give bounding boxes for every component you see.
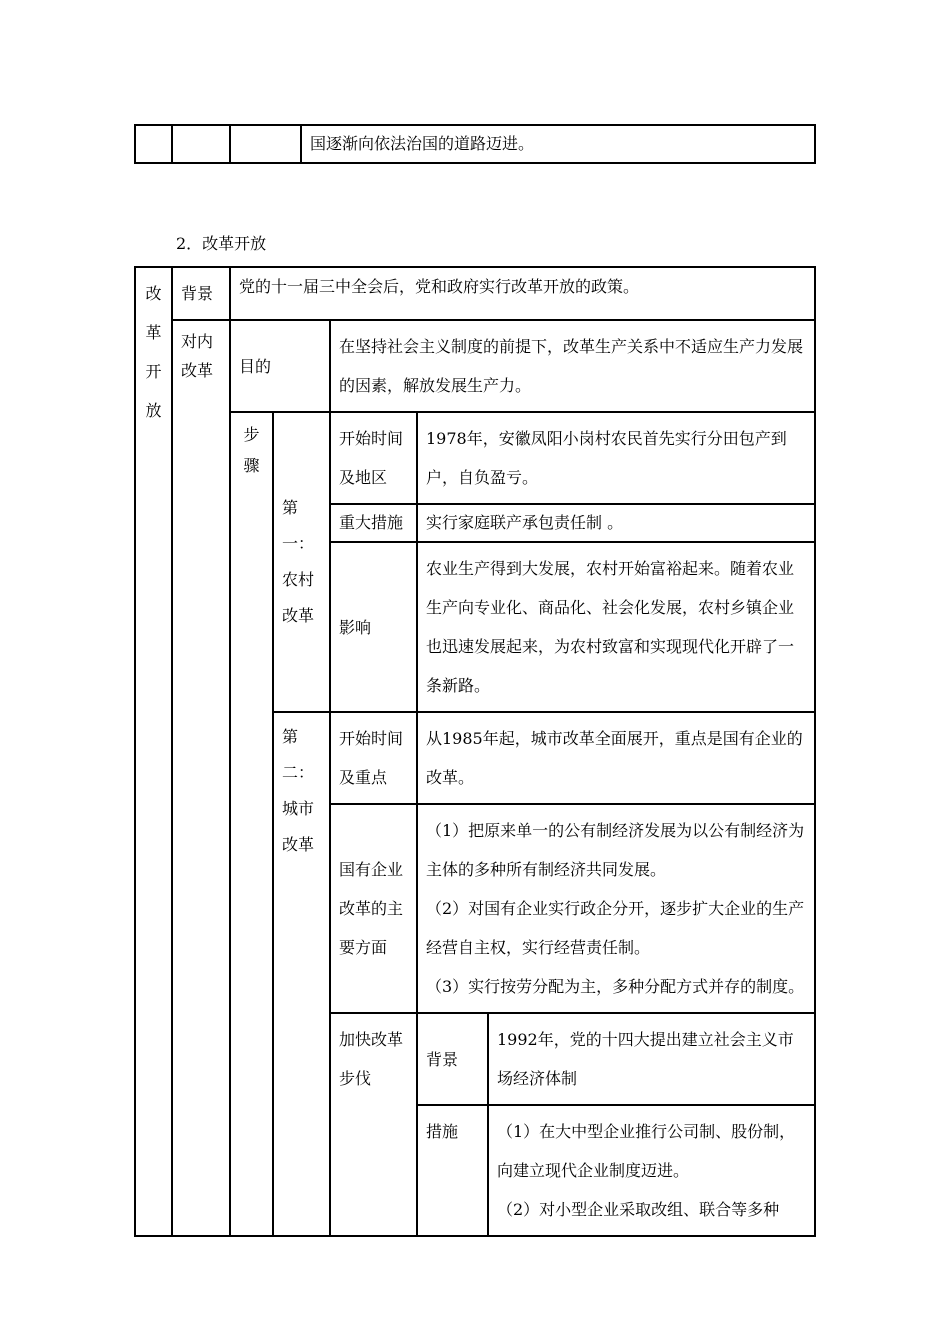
domestic-reform-label: 对内 改革 [172, 320, 230, 1236]
continued-table [134, 124, 816, 164]
step1-label: 第 一： 农村 改革 [273, 412, 330, 712]
purpose-label: 目的 [230, 320, 330, 412]
table-row [135, 267, 815, 320]
background-text: 党的十一届三中全会后，党和政府实行改革开放的政策。 [230, 267, 815, 320]
purpose-text: 在坚持社会主义制度的前提下，改革生产关系中不适应生产力发展的因素，解放发展生产力。 [330, 320, 815, 412]
reform-opening-label: 改 革 开 放 [135, 267, 172, 1236]
step1-start-text: 1978年，安徽凤阳小岗村农民首先实行分田包产到户，自负盈亏。 [417, 412, 815, 504]
step1-impact-label: 影响 [330, 542, 417, 712]
empty-cell [172, 125, 230, 163]
cell-text: 国逐渐向依法治国的道路迈进。 [301, 125, 815, 163]
list-item: （1）在大中型企业推行公司制、股份制，向建立现代企业制度迈进。 [497, 1122, 796, 1180]
acc-background-text: 1992年，党的十四大提出建立社会主义市场经济体制 [488, 1013, 815, 1105]
empty-cell [230, 125, 301, 163]
acc-measures-label: 措施 [417, 1105, 488, 1236]
empty-cell [135, 125, 172, 163]
table-row [135, 125, 815, 163]
step2-label: 第 二： 城市 改革 [273, 712, 330, 1236]
list-item: （1）把原来单一的公有制经济发展为以公有制经济为主体的多种所有制经济共同发展。 [426, 821, 805, 879]
accelerate-label: 加快改革步伐 [330, 1013, 417, 1236]
step1-start-label: 开始时间及地区 [330, 412, 417, 504]
steps-label: 步 骤 [230, 412, 273, 1236]
list-item: （2）对小型企业采取改组、联合等多种 [497, 1200, 780, 1219]
acc-measures-items [488, 1105, 815, 1236]
step2-start-text: 从1985年起，城市改革全面展开，重点是国有企业的改革。 [417, 712, 815, 804]
table-row [135, 412, 815, 504]
section-heading: 2．改革开放 [176, 234, 267, 253]
list-item: （2）对国有企业实行政企分开，逐步扩大企业的生产经营自主权，实行经营责任制。 [426, 899, 805, 957]
soe-items [417, 804, 815, 1013]
background-label: 背景 [172, 267, 230, 320]
list-item: （3）实行按劳分配为主，多种分配方式并存的制度。 [426, 977, 805, 996]
soe-label: 国有企业改革的主要方面 [330, 804, 417, 1013]
step1-measure-label: 重大措施 [330, 504, 417, 542]
step1-impact-text: 农业生产得到大发展，农村开始富裕起来。随着农业生产向专业化、商品化、社会化发展，农村乡镇企业也迅速发展起来，为农村致富和实现现代化开辟了一条新路。 [417, 542, 815, 712]
step1-measure-text: 实行家庭联产承包责任制 。 [417, 504, 815, 542]
step2-start-label: 开始时间及重点 [330, 712, 417, 804]
reform-opening-table [134, 266, 816, 1237]
acc-background-label: 背景 [417, 1013, 488, 1105]
table-row [135, 320, 815, 412]
